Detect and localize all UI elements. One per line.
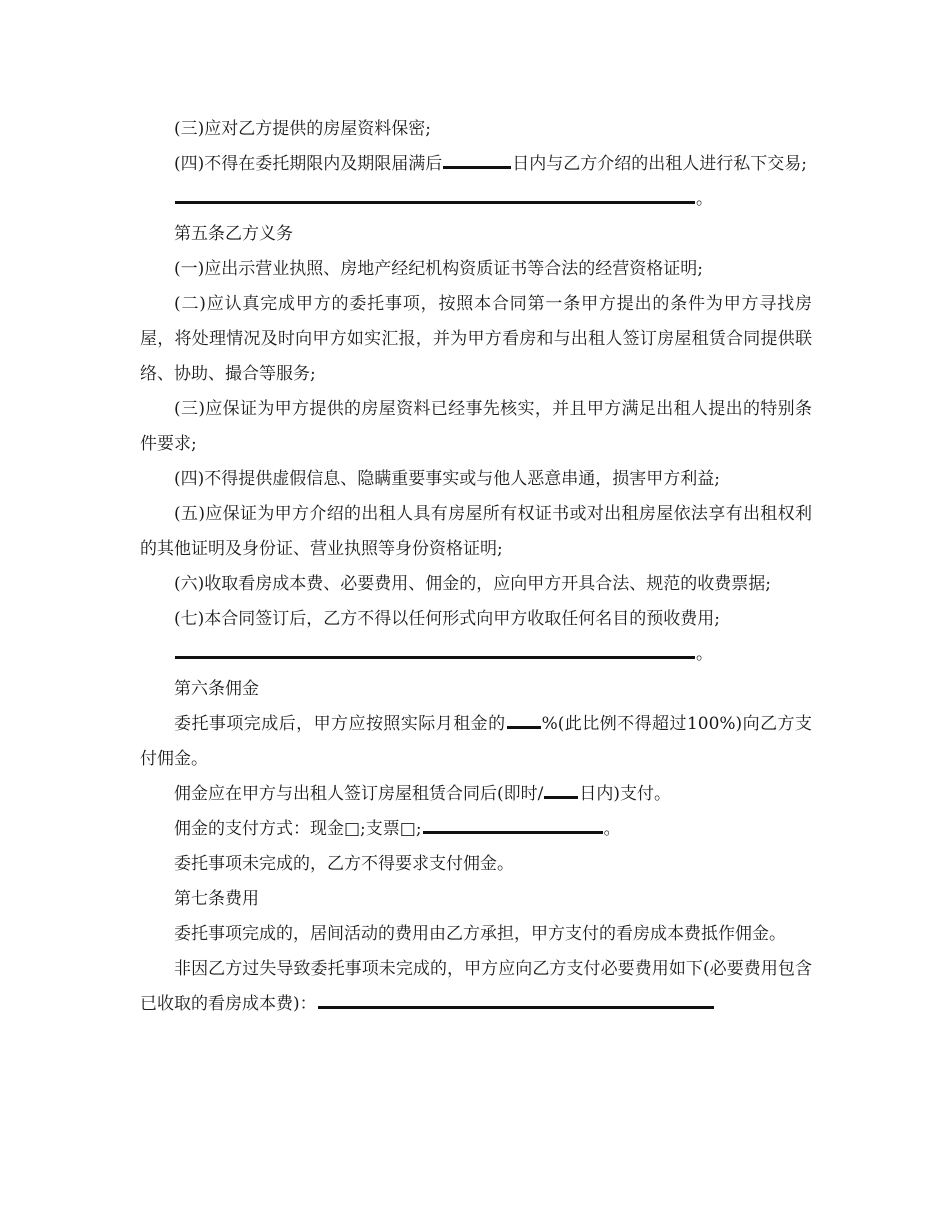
- clause-paragraph: 非因乙方过失导致委托事项未完成的，甲方应向乙方支付必要费用如下(必要费用包含已收取的看房成本费)：: [140, 959, 812, 1014]
- clause-paragraph: (三)应保证为甲方提供的房屋资料已经事先核实，并且甲方满足出租人提出的特别条件要求;: [140, 399, 812, 454]
- clause-paragraph: 委托事项未完成的，乙方不得要求支付佣金。: [174, 854, 514, 874]
- fill-in-blank[interactable]: [544, 784, 578, 799]
- fill-in-blank[interactable]: [318, 994, 714, 1009]
- fill-in-blank[interactable]: [175, 189, 695, 204]
- clause-paragraph: (四)不得在委托期限内及期限届满后 日内与乙方介绍的出租人进行私下交易;: [174, 154, 807, 174]
- fill-in-blank[interactable]: [423, 819, 603, 834]
- clause-paragraph: 佣金的支付方式：现金□;支票□; 。: [174, 819, 621, 839]
- section-heading: 第五条乙方义务: [174, 224, 293, 244]
- clause-paragraph: (四)不得提供虚假信息、隐瞒重要事实或与他人恶意串通，损害甲方利益;: [174, 469, 720, 489]
- section-heading: 第七条费用: [174, 889, 259, 909]
- fill-in-line-paragraph: 。: [140, 182, 812, 217]
- clause-paragraph: (五)应保证为甲方介绍的出租人具有房屋所有权证书或对出租房屋依法享有出租权利的其他证明及身份证、营业执照等身份资格证明;: [140, 504, 812, 559]
- clause-paragraph: (二)应认真完成甲方的委托事项，按照本合同第一条甲方提出的条件为甲方寻找房屋，将处理情况及时向甲方如实汇报，并为甲方看房和与出租人签订房屋租赁合同提供联络、协助、撮合等服务;: [140, 294, 812, 384]
- clause-paragraph: 委托事项完成后，甲方应按照实际月租金的 %(此比例不得超过100%)向乙方支付佣金。: [140, 714, 812, 769]
- fill-in-line-paragraph: 。: [140, 637, 812, 672]
- clause-paragraph: 佣金应在甲方与出租人签订房屋租赁合同后(即时/ 日内)支付。: [174, 784, 671, 804]
- section-heading: 第六条佣金: [174, 679, 259, 699]
- document-page: [140, 112, 812, 1022]
- clause-paragraph: 委托事项完成的，居间活动的费用由乙方承担，甲方支付的看房成本费抵作佣金。: [174, 924, 786, 944]
- clause-paragraph: (三)应对乙方提供的房屋资料保密;: [174, 119, 431, 139]
- fill-in-blank[interactable]: [175, 644, 695, 659]
- fill-in-blank[interactable]: [443, 154, 511, 169]
- fill-in-blank[interactable]: [507, 714, 541, 729]
- clause-paragraph: (七)本合同签订后，乙方不得以任何形式向甲方收取任何名目的预收费用;: [174, 609, 720, 629]
- clause-paragraph: (一)应出示营业执照、房地产经纪机构资质证书等合法的经营资格证明;: [174, 259, 703, 279]
- clause-paragraph: (六)收取看房成本费、必要费用、佣金的，应向甲方开具合法、规范的收费票据;: [174, 574, 771, 594]
